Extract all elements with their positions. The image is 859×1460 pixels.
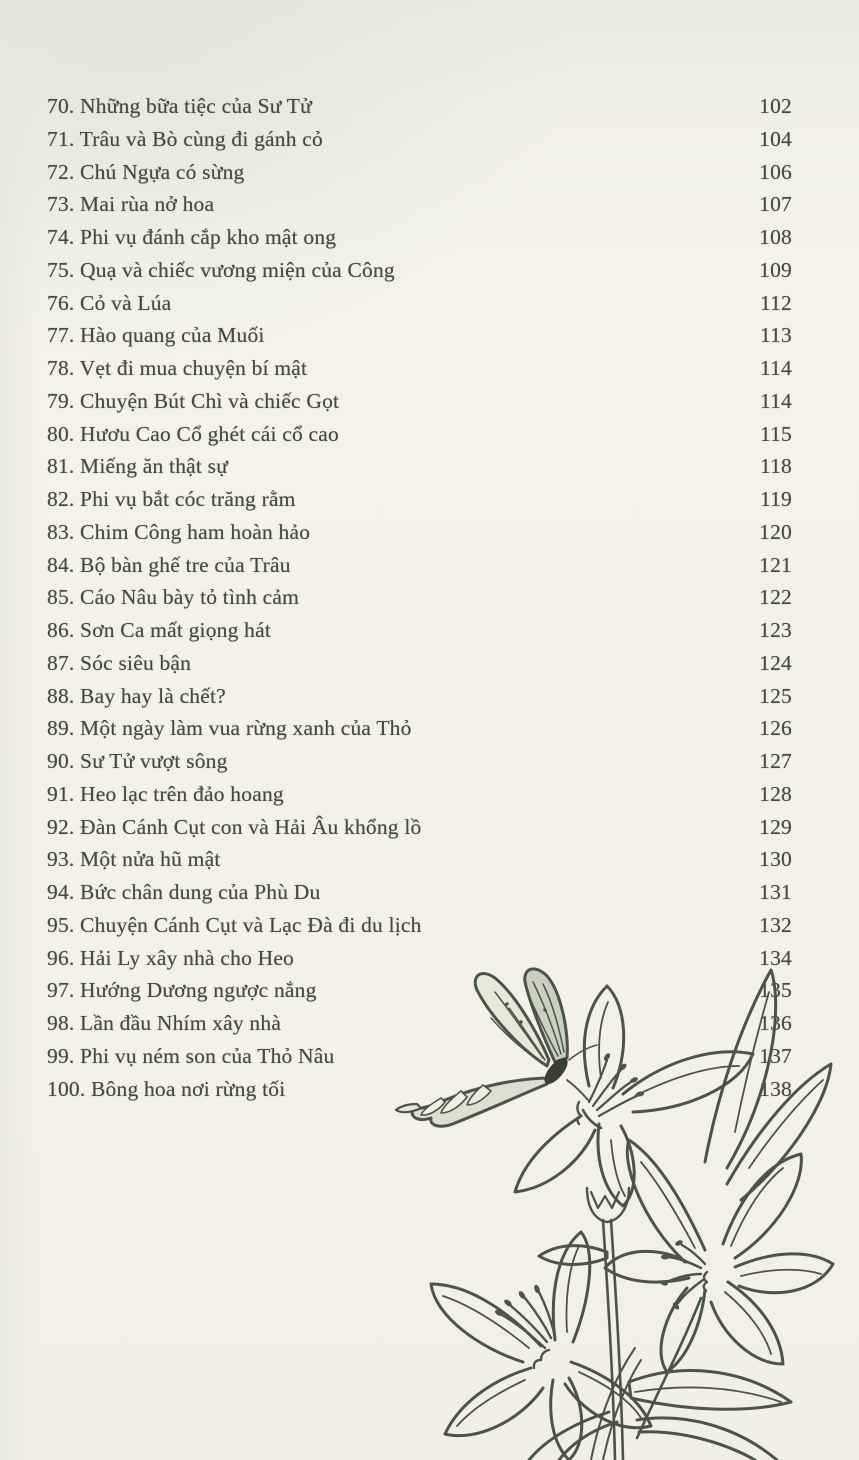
toc-entry <box>47 225 792 258</box>
stems-and-leaves <box>529 1220 791 1460</box>
toc-entry-page: 131 <box>759 880 792 904</box>
toc-entry-title: 71. Trâu và Bò cùng đi gánh cỏ <box>47 126 323 151</box>
toc-entry-page: 127 <box>759 749 792 773</box>
toc-entry-title: 75. Quạ và chiếc vương miện của Công <box>47 257 395 282</box>
toc-entry-page: 135 <box>759 978 792 1003</box>
toc-entry <box>47 618 792 651</box>
toc-entry-title: 89. Một ngày làm vua rừng xanh của Thỏ <box>47 716 412 741</box>
toc-entry-title: 96. Hải Ly xây nhà cho Heo <box>47 945 295 970</box>
toc-entry-title: 88. Bay hay là chết? <box>47 683 226 708</box>
toc-entry <box>47 684 792 717</box>
toc-entry-title: 78. Vẹt đi mua chuyện bí mật <box>47 356 308 380</box>
toc-entry <box>47 716 792 749</box>
toc-entry-page: 134 <box>759 945 792 970</box>
toc-entry-title: 74. Phi vụ đánh cắp kho mật ong <box>47 225 337 249</box>
toc-entry-page: 138 <box>759 1076 792 1101</box>
toc-entry-page: 109 <box>759 257 792 282</box>
toc-entry-page: 126 <box>759 716 792 741</box>
toc-entry-page: 124 <box>759 650 792 675</box>
toc-entry-title: 70. Những bữa tiệc của Sư Tử <box>47 94 312 118</box>
toc-entry-title: 86. Sơn Ca mất giọng hát <box>47 618 271 642</box>
toc-entry-title: 94. Bức chân dung của Phù Du <box>47 880 321 904</box>
toc-entry <box>47 94 792 127</box>
toc-entry-page: 118 <box>759 454 792 479</box>
toc-entry-title: 97. Hướng Dương ngược nắng <box>47 978 317 1003</box>
toc-entry-page: 113 <box>759 323 792 348</box>
toc-entry <box>47 847 792 880</box>
toc-entry <box>47 782 792 815</box>
toc-entry <box>47 913 792 946</box>
toc-entry-title: 92. Đàn Cánh Cụt con và Hải Âu khổng lồ <box>47 814 422 839</box>
toc-entry <box>47 487 792 520</box>
toc-entry-title: 72. Chú Ngựa có sừng <box>47 159 245 184</box>
lily-butterfly-illustration-icon <box>383 952 843 1460</box>
toc-entry-title: 93. Một nửa hũ mật <box>47 847 221 872</box>
toc-entry-page: 102 <box>759 94 792 118</box>
toc-entry-title: 100. Bông hoa nơi rừng tối <box>47 1076 286 1101</box>
toc-entry-title: 90. Sư Tử vượt sông <box>47 749 228 773</box>
toc-entry-page: 120 <box>759 519 792 544</box>
toc-entry-title: 83. Chim Công ham hoàn hảo <box>47 519 311 544</box>
toc-entry <box>47 356 792 389</box>
toc-entry-page: 104 <box>759 126 792 151</box>
toc-entry-title: 87. Sóc siêu bận <box>47 650 192 675</box>
toc-entry <box>47 160 792 193</box>
toc-entry-page: 132 <box>759 912 792 937</box>
toc-entry-page: 137 <box>759 1043 792 1068</box>
toc-entry-title: 73. Mai rùa nở hoa <box>47 192 215 217</box>
toc-entry-title: 79. Chuyện Bút Chì và chiếc Gọt <box>47 388 340 413</box>
toc-entry-page: 122 <box>759 585 792 610</box>
toc-entry <box>47 585 792 618</box>
toc-entry-page: 123 <box>759 618 792 642</box>
toc-entry <box>47 880 792 913</box>
toc-entry-title: 91. Heo lạc trên đảo hoang <box>47 781 284 806</box>
toc-entry <box>47 389 792 422</box>
toc-entry <box>47 520 792 553</box>
toc-entry-title: 77. Hào quang của Muối <box>47 323 265 348</box>
toc-entry <box>47 651 792 684</box>
toc-entry <box>47 454 792 487</box>
toc-entry <box>47 258 792 291</box>
toc-entry-page: 114 <box>759 388 792 413</box>
toc-entry-page: 136 <box>759 1011 792 1035</box>
toc-entry-page: 125 <box>759 683 792 708</box>
toc-entry-page: 106 <box>759 159 792 184</box>
butterfly-figure <box>396 969 597 1126</box>
toc-entry <box>47 192 792 225</box>
toc-entry <box>47 749 792 782</box>
toc-entry-title: 80. Hươu Cao Cổ ghét cái cổ cao <box>47 421 339 446</box>
lily-flower-right <box>605 1140 833 1372</box>
toc-entry-title: 98. Lần đầu Nhím xây nhà <box>47 1011 282 1035</box>
toc-entry <box>47 815 792 848</box>
toc-entry-page: 114 <box>759 356 792 380</box>
toc-entry-page: 112 <box>759 290 792 315</box>
toc-entry-page: 129 <box>759 814 792 839</box>
toc-entry-page: 130 <box>759 847 792 872</box>
toc-entry <box>47 422 792 455</box>
toc-entry-page: 108 <box>759 225 792 249</box>
toc-entry-page: 115 <box>759 421 792 446</box>
toc-entry-title: 76. Cỏ và Lúa <box>47 290 172 315</box>
toc-entry-title: 82. Phi vụ bắt cóc trăng rằm <box>47 487 296 511</box>
toc-entry-page: 119 <box>759 487 792 511</box>
toc-entry <box>47 323 792 356</box>
toc-entry-title: 85. Cáo Nâu bày tỏ tình cảm <box>47 585 299 610</box>
toc-entry-title: 95. Chuyện Cánh Cụt và Lạc Đà đi du lịch <box>47 912 422 937</box>
toc-entry <box>47 291 792 324</box>
toc-entry-page: 128 <box>759 781 792 806</box>
toc-entry <box>47 553 792 586</box>
toc-entry <box>47 127 792 160</box>
toc-entry-page: 107 <box>759 192 792 217</box>
toc-entry-title: 99. Phi vụ ném son của Thỏ Nâu <box>47 1043 335 1068</box>
toc-entry-title: 84. Bộ bàn ghế tre của Trâu <box>47 552 291 577</box>
toc-entry-page: 121 <box>759 552 792 577</box>
toc-entry-title: 81. Miếng ăn thật sự <box>47 454 229 479</box>
